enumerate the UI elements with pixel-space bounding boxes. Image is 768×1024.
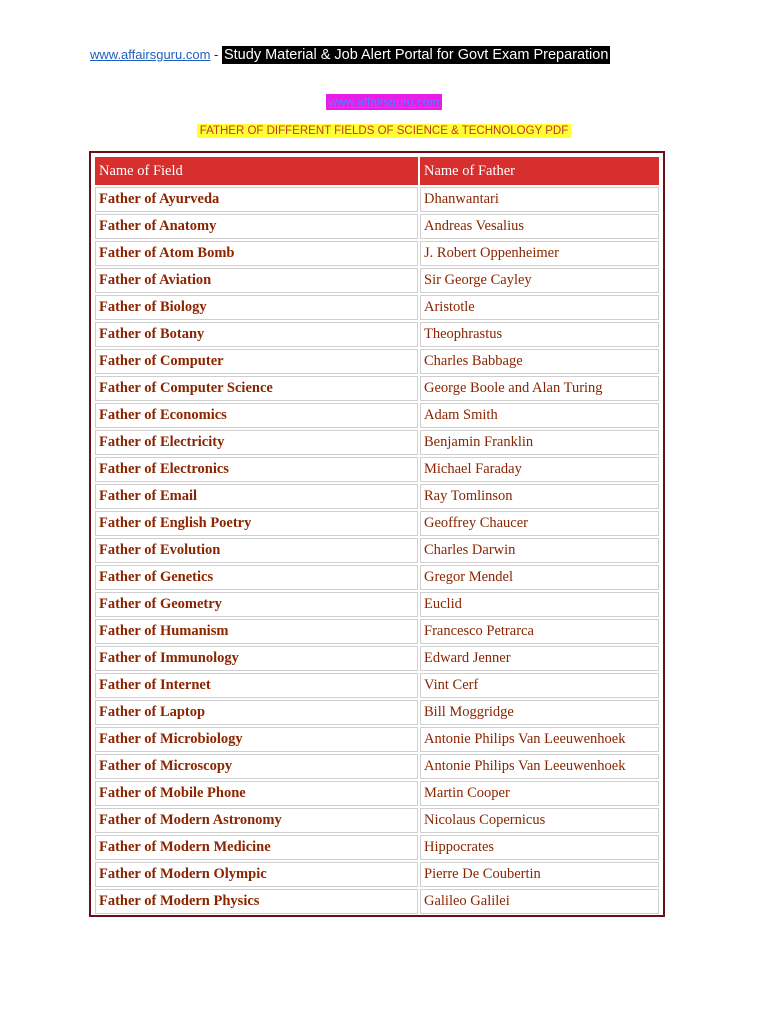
table-row [95,754,659,779]
table-row [95,538,659,563]
field-name-cell: Father of Email [95,484,418,509]
field-name-cell: Father of Modern Astronomy [95,808,418,833]
table-row [95,781,659,806]
table-row [95,214,659,239]
field-name-cell: Father of Modern Medicine [95,835,418,860]
field-name-cell: Father of Humanism [95,619,418,644]
table-row [95,808,659,833]
table-row [95,457,659,482]
father-name-cell: Sir George Cayley [420,268,659,293]
table-row [95,241,659,266]
field-name-cell: Father of Economics [95,403,418,428]
father-name-cell: Charles Babbage [420,349,659,374]
table-row [95,619,659,644]
brand-link[interactable]: www.affairsguru.com [328,95,440,109]
table-row [95,592,659,617]
brand-banner [0,93,768,111]
field-name-cell: Father of Computer [95,349,418,374]
field-name-cell: Father of Microbiology [95,727,418,752]
table-row [95,700,659,725]
table-row [95,349,659,374]
field-name-cell: Father of Electricity [95,430,418,455]
table-row [95,511,659,536]
father-name-cell: Ray Tomlinson [420,484,659,509]
field-name-cell: Father of Modern Olympic [95,862,418,887]
header-separator: - [210,47,222,62]
field-name-cell: Father of Ayurveda [95,187,418,212]
table-row [95,727,659,752]
table-row [95,403,659,428]
document-title-text: FATHER OF DIFFERENT FIELDS OF SCIENCE & TECHNOLOGY PDF [197,124,571,138]
column-header-father: Name of Father [420,157,659,185]
field-name-cell: Father of Geometry [95,592,418,617]
table-row [95,484,659,509]
field-name-cell: Father of Mobile Phone [95,781,418,806]
table-row [95,295,659,320]
table-row [95,322,659,347]
father-name-cell: Charles Darwin [420,538,659,563]
father-name-cell: Galileo Galilei [420,889,659,914]
fathers-table-container [89,151,665,917]
father-name-cell: Michael Faraday [420,457,659,482]
father-name-cell: Bill Moggridge [420,700,659,725]
page-header [90,45,610,65]
field-name-cell: Father of Computer Science [95,376,418,401]
field-name-cell: Father of Laptop [95,700,418,725]
field-name-cell: Father of Evolution [95,538,418,563]
father-name-cell: Dhanwantari [420,187,659,212]
field-name-cell: Father of Immunology [95,646,418,671]
father-name-cell: Edward Jenner [420,646,659,671]
field-name-cell: Father of Modern Physics [95,889,418,914]
table-row [95,268,659,293]
table-row [95,862,659,887]
table-row [95,646,659,671]
field-name-cell: Father of Atom Bomb [95,241,418,266]
column-header-field: Name of Field [95,157,418,185]
table-body [95,187,659,914]
father-name-cell: Aristotle [420,295,659,320]
table-row [95,835,659,860]
father-name-cell: Gregor Mendel [420,565,659,590]
father-name-cell: Adam Smith [420,403,659,428]
field-name-cell: Father of Anatomy [95,214,418,239]
field-name-cell: Father of Aviation [95,268,418,293]
field-name-cell: Father of Genetics [95,565,418,590]
father-name-cell: Benjamin Franklin [420,430,659,455]
father-name-cell: Euclid [420,592,659,617]
father-name-cell: Francesco Petrarca [420,619,659,644]
field-name-cell: Father of Botany [95,322,418,347]
field-name-cell: Father of Biology [95,295,418,320]
site-link[interactable]: www.affairsguru.com [90,47,211,62]
table-header-row [95,157,659,185]
table-row [95,187,659,212]
table-row [95,673,659,698]
father-name-cell: George Boole and Alan Turing [420,376,659,401]
field-name-cell: Father of English Poetry [95,511,418,536]
father-name-cell: Hippocrates [420,835,659,860]
table-row [95,565,659,590]
father-name-cell: Nicolaus Copernicus [420,808,659,833]
father-name-cell: Antonie Philips Van Leeuwenhoek [420,727,659,752]
father-name-cell: Antonie Philips Van Leeuwenhoek [420,754,659,779]
father-name-cell: Martin Cooper [420,781,659,806]
father-name-cell: Pierre De Coubertin [420,862,659,887]
field-name-cell: Father of Internet [95,673,418,698]
father-name-cell: Andreas Vesalius [420,214,659,239]
table-row [95,889,659,914]
table-row [95,376,659,401]
field-name-cell: Father of Microscopy [95,754,418,779]
father-name-cell: J. Robert Oppenheimer [420,241,659,266]
document-title [0,121,768,139]
header-tagline: Study Material & Job Alert Portal for Govt Exam Preparation [223,47,609,63]
field-name-cell: Father of Electronics [95,457,418,482]
father-name-cell: Geoffrey Chaucer [420,511,659,536]
father-name-cell: Theophrastus [420,322,659,347]
father-name-cell: Vint Cerf [420,673,659,698]
fathers-table [93,155,661,916]
table-row [95,430,659,455]
